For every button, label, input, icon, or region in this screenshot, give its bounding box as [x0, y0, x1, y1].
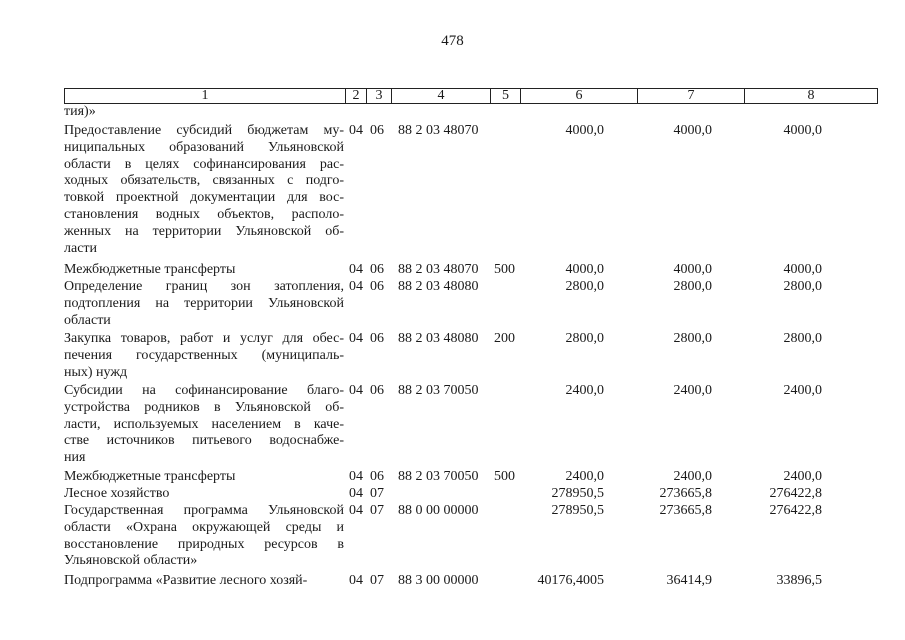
target-article-code: 88 2 03 48070: [398, 262, 479, 277]
header-col-2: 2: [346, 89, 367, 103]
row-description: [64, 469, 344, 486]
amount-col-7: 36414,9: [666, 573, 712, 588]
amount-col-8: 276422,8: [769, 503, 822, 518]
subsection-code: 06: [370, 123, 384, 138]
amount-col-7: 2400,0: [673, 469, 712, 484]
description-line: стве источников питьевого водоснабже-: [64, 433, 344, 449]
description-line: устройства родников в Ульяновской об-: [64, 399, 344, 415]
description-line: восстановление природных ресурсов в: [64, 536, 344, 552]
description-line: Государственная программа Ульяновской: [64, 503, 344, 518]
description-line: области в целях софинансирования рас-: [64, 156, 344, 172]
target-article-code: 88 2 03 70050: [398, 469, 479, 484]
expense-type-code: 200: [494, 331, 515, 346]
target-article-code: 88 0 00 00000: [398, 503, 479, 518]
header-col-4: 4: [392, 89, 491, 103]
amount-col-8: 33896,5: [776, 573, 822, 588]
amount-col-6: 4000,0: [565, 262, 604, 277]
amount-col-6: 40176,4005: [537, 573, 604, 588]
description-line: товкой проектной документации для вос-: [64, 190, 344, 206]
section-code: 04: [349, 123, 363, 138]
description-line: Межбюджетные трансферты: [64, 262, 236, 277]
subsection-code: 07: [370, 573, 384, 588]
description-line: женных на территории Ульяновской об-: [64, 223, 344, 239]
amount-col-7: 2800,0: [673, 279, 712, 294]
header-col-8: 8: [807, 88, 815, 103]
amount-col-6: 2400,0: [565, 383, 604, 398]
target-article-code: 88 2 03 70050: [398, 383, 479, 398]
amount-col-8: 2800,0: [783, 331, 822, 346]
description-line: ния: [64, 450, 86, 466]
header-col-3: 3: [367, 89, 392, 103]
section-code: 04: [349, 503, 363, 518]
amount-col-8: 4000,0: [783, 123, 822, 138]
description-line: ниципальных образований Ульяновской: [64, 139, 344, 155]
section-code: 04: [349, 469, 363, 484]
row-description: [64, 123, 344, 257]
header-col-1: 1: [65, 89, 346, 103]
description-line: Межбюджетные трансферты: [64, 469, 236, 484]
description-line: области «Охрана окружающей среды и: [64, 519, 344, 535]
description-line: Определение границ зон затопления,: [64, 279, 344, 294]
amount-col-8: 2400,0: [783, 383, 822, 398]
amount-col-6: 278950,5: [551, 486, 604, 501]
target-article-code: 88 2 03 48070: [398, 123, 479, 138]
amount-col-7: 2800,0: [673, 331, 712, 346]
table-header-row: [64, 88, 878, 104]
subsection-code: 06: [370, 331, 384, 346]
row-description: [64, 331, 344, 381]
row-description: [64, 383, 344, 467]
subsection-code: 06: [370, 383, 384, 398]
description-line: Ульяновской области»: [64, 553, 198, 569]
page-number: 478: [441, 33, 464, 49]
subsection-code: 06: [370, 469, 384, 484]
section-code: 04: [349, 383, 363, 398]
subsection-code: 06: [370, 279, 384, 294]
amount-col-7: 273665,8: [659, 486, 712, 501]
description-line: Закупка товаров, работ и услуг для обес-: [64, 331, 344, 346]
amount-col-7: 2400,0: [673, 383, 712, 398]
description-line: подтопления на территории Ульяновской: [64, 295, 344, 311]
section-code: 04: [349, 573, 363, 588]
subsection-code: 07: [370, 486, 384, 501]
description-line: тия)»: [64, 104, 96, 119]
amount-col-8: 4000,0: [783, 262, 822, 277]
row-description: [64, 104, 344, 121]
expense-type-code: 500: [494, 262, 515, 277]
row-description: [64, 503, 344, 570]
amount-col-7: 4000,0: [673, 123, 712, 138]
row-description: [64, 262, 344, 279]
expense-type-code: 500: [494, 469, 515, 484]
description-line: Субсидии на софинансирование благо-: [64, 383, 344, 398]
target-article-code: 88 2 03 48080: [398, 331, 479, 346]
description-line: ходных обязательств, связанных с подго-: [64, 173, 344, 189]
amount-col-6: 2400,0: [565, 469, 604, 484]
amount-col-7: 4000,0: [673, 262, 712, 277]
amount-col-6: 2800,0: [565, 279, 604, 294]
section-code: 04: [349, 262, 363, 277]
row-description: [64, 486, 344, 503]
section-code: 04: [349, 331, 363, 346]
description-line: Лесное хозяйство: [64, 486, 170, 501]
amount-col-7: 273665,8: [659, 503, 712, 518]
subsection-code: 07: [370, 503, 384, 518]
description-line: ных) нужд: [64, 364, 128, 380]
target-article-code: 88 3 00 00000: [398, 573, 479, 588]
section-code: 04: [349, 279, 363, 294]
amount-col-8: 2400,0: [783, 469, 822, 484]
description-line: области: [64, 312, 111, 328]
section-code: 04: [349, 486, 363, 501]
header-col-5: 5: [491, 89, 521, 103]
amount-col-6: 278950,5: [551, 503, 604, 518]
subsection-code: 06: [370, 262, 384, 277]
header-col-7: 7: [638, 89, 745, 103]
description-line: становления водных объектов, располо-: [64, 206, 344, 222]
description-line: Предоставление субсидий бюджетам му-: [64, 123, 344, 138]
amount-col-6: 2800,0: [565, 331, 604, 346]
description-line: ласти, используемых населением в каче-: [64, 416, 344, 432]
row-description: [64, 573, 344, 590]
amount-col-6: 4000,0: [565, 123, 604, 138]
target-article-code: 88 2 03 48080: [398, 279, 479, 294]
amount-col-8: 2800,0: [783, 279, 822, 294]
description-line: печения государственных (муниципаль-: [64, 347, 344, 363]
description-line: Подпрограмма «Развитие лесного хозяй-: [64, 573, 308, 588]
row-description: [64, 279, 344, 329]
amount-col-8: 276422,8: [769, 486, 822, 501]
header-col-6: 6: [521, 89, 638, 103]
description-line: ласти: [64, 240, 98, 256]
